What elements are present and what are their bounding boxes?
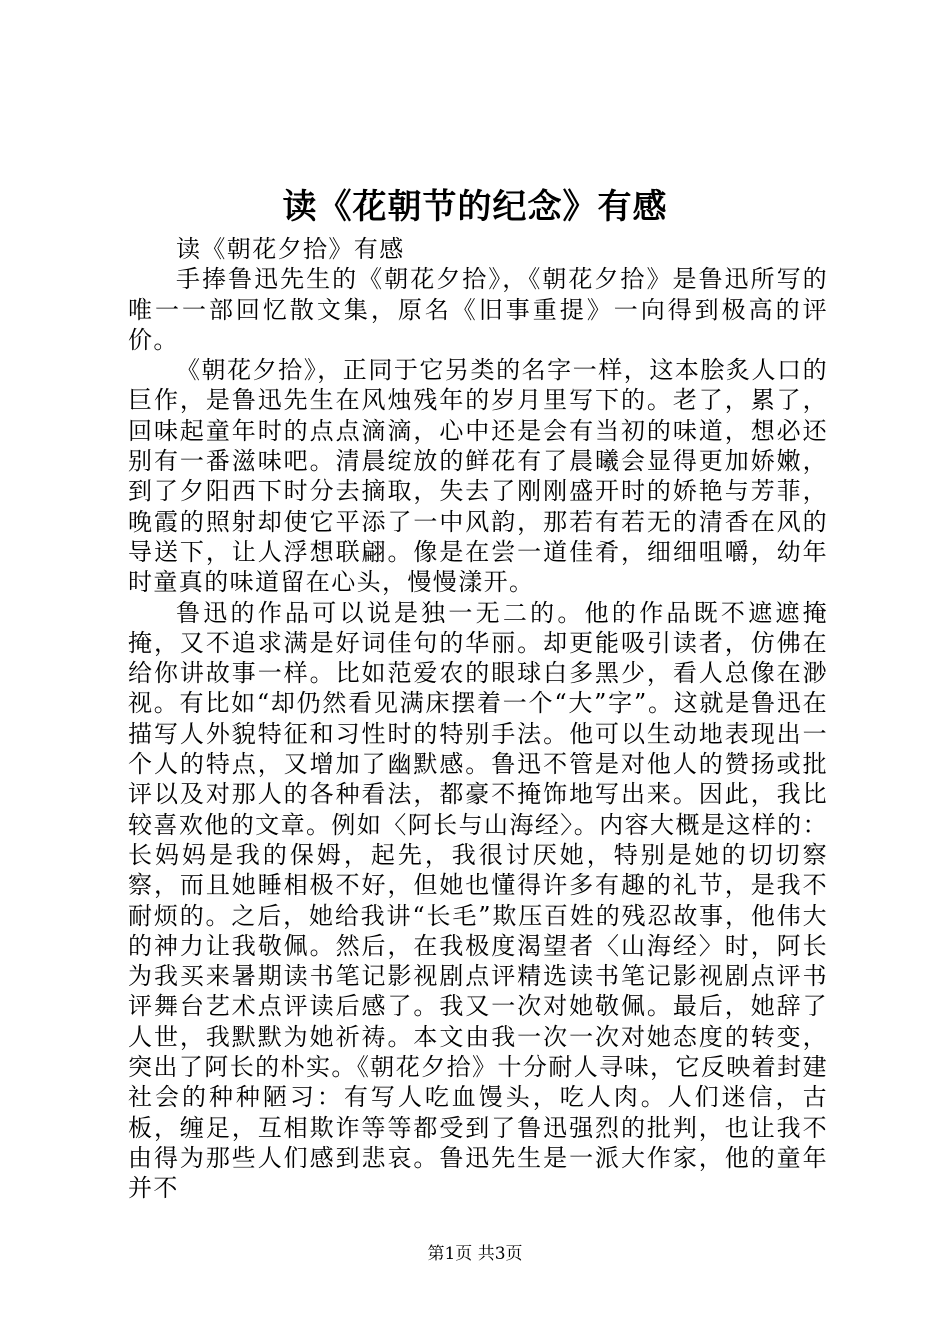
document-title: 读《花朝节的纪念》有感 xyxy=(282,187,668,227)
body-paragraph: 手捧鲁迅先生的《朝花夕拾》，《朝花夕拾》是鲁迅所写的唯一一部回忆散文集，原名《旧事重提》一向得到极高的评价。 xyxy=(128,265,828,354)
document-body xyxy=(128,234,828,1204)
body-paragraph: 《朝花夕拾》，正同于它另类的名字一样，这本脍炙人口的巨作，是鲁迅先生在风烛残年的岁月里写下的。老了，累了，回味起童年时的点点滴滴，心中还是会有当初的味道，想必还别有一番滋味吧。清晨绽放的鲜花有了晨曦会显得更加娇嫩，到了夕阳西下时分去摘取，失去了刚刚盛开时的娇艳与芳菲，晚霞的照射却使它平添了一中风韵，那若有若无的清香在风的导送下，让人浮想联翩。像是在尝一道佳肴，细细咀嚼，幼年时童真的味道留在心头，慢慢漾开。 xyxy=(128,356,828,597)
page-footer: 第1页 共3页 xyxy=(427,1244,523,1264)
body-paragraph-subtitle: 读《朝花夕拾》有感 xyxy=(176,235,405,263)
body-paragraph: 鲁迅的作品可以说是独一无二的。他的作品既不遮遮掩掩，又不追求满是好词佳句的华丽。却更能吸引读者，仿佛在给你讲故事一样。比如范爱农的眼球白多黑少，看人总像在渺视。有比如“却仍然看见满床摆着一个“大”字”。这就是鲁迅在描写人外貌特征和习性时的特别手法。他可以生动地表现出一个人的特点，又增加了幽默感。鲁迅不管是对他人的赞扬或批评以及对那人的各种看法，都豪不掩饰地写出来。因此，我比较喜欢他的文章。例如〈阿长与山海经〉。内容大概是这样的：长妈妈是我的保姆，起先，我很讨厌她，特别是她的切切察察，而且她睡相极不好，但她也懂得许多有趣的礼节，是我不耐烦的。之后，她给我讲“长毛”欺压百姓的残忍故事，他伟大的神力让我敬佩。然后，在我极度渴望者〈山海经〉时，阿长为我买来暑期读书笔记影视剧点评精选读书笔记影视剧点评书评舞台艺术点评读后感了。我又一次对她敬佩。最后，她辞了人世，我默默为她祈祷。本文由我一次一次对她态度的转变，突出了阿长的朴实。《朝花夕拾》十分耐人寻味，它反映着封建社会的种种陋习：有写人吃血馒头，吃人肉。人们迷信，古板，缠足，互相欺诈等等都受到了鲁迅强烈的批判，也让我不由得为那些人们感到悲哀。鲁迅先生是一派大作家，他的童年并不 xyxy=(128,598,828,1203)
